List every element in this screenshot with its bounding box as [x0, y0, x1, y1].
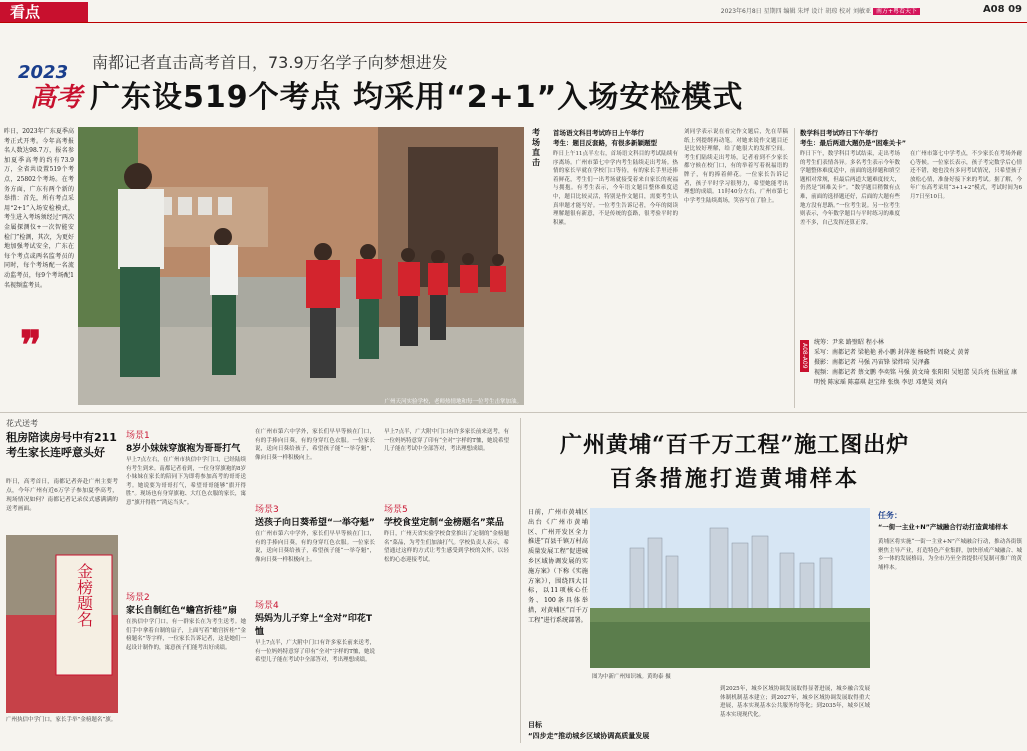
credits-block [814, 338, 1022, 388]
credits-line: 摄影：南都记者 马强 冯宙锋 梁炜培 吴泽鑫 [814, 359, 930, 366]
huangpu-lede: 日前，广州市黄埔区出台《广州市黄埔区、广州开发区全力推进“百县千镇万村高质量发展工程”促进城乡区域协调发展的实施方案》（下称《实施方案》），围绕四大目标，以11项核心任务、100条具体举措，对黄埔区“百千万工程”进行系统部署。 [528, 509, 588, 624]
right-task-block [878, 510, 1022, 728]
scene-body: 早上7点半，广大附中门口有许多家长前来送考，有一位妈妈特意穿了印有“全对”字样的T恤，她说希望儿子能在考试中全部答对，考出理想成绩。 [255, 640, 375, 664]
left-kicker: 花式送考 [6, 419, 38, 428]
left-photo-caption: 广州执信中学门口，家长手举“金榜题名”旗。 [6, 717, 117, 723]
main-lede: 昨日，2023年广东夏季高考正式开考。今年高考报名人数达98.7万，报名参加夏季高考的约有73.9万，全省共设置519个考点，25802个考场。在考务方面，广东有两个新的举措：首先，所有考点采用“2+1”入场安检模式，考生进入考场须经过“两次金属探测仪+一次智能安检门”检测，其次，为更好地加强考试安全，广东在每个考点或两名监考员的同时，每个考场配一名流动监考员，每9个考场配1名视频监考员。 [4, 128, 74, 289]
target-label: 目标 [528, 721, 542, 729]
scene-body: 在广州市第六中学外，家长们早早等候在门口，有的手捧向日葵，有的身穿红色衣服。一位家长说，送向日葵给孩子，希望孩子能“一举夺魁”，像向日葵一样积极向上。 [255, 531, 375, 563]
scene-title: 送孩子向日葵希望“一举夺魁” [255, 518, 375, 528]
main-headline: 广东设519个考点 均采用“2+1”入场安检模式 [90, 80, 744, 115]
credits-line: 统筹：尹来 路璧昭 程小林 [814, 339, 884, 346]
col1-body: 昨日上午11点半左右，首场语文科目的考试陆续有序离场。广州市第七中学内考生陆续走出考场。热情的家长早就在学校门口等待，有的家长手里还捧着鲜花，考生们一出考场就接受着来自家长的祝福与拥抱。有考生表示，今年语文题目整体难度适中，题目比较灵活，特别是作文题目，需要考生认真审题才能写好。一位考生告诉记者，今年的阅读理解题很有新意，不是传统的套路，很考验平时的积累。 [553, 151, 678, 226]
task-subhead: “一街一主业+N”产城融合行动打造黄埔样本 [878, 523, 1008, 531]
gaokao-logo-icon [16, 58, 88, 112]
scene-4 [255, 598, 375, 751]
target-subhead: “四步走”推动城乡区域协调高质量发展 [528, 732, 650, 740]
scene-3-continued: 早上7点半，广大附中门口有许多家长前来送考，有一位妈妈特意穿了印有“全对”字样的T恤，她说希望儿子能在考试中全部答对，考出理想成绩。 [384, 429, 509, 453]
scene-title: 8岁小妹妹穿旗袍为哥哥打气 [126, 444, 241, 454]
scene-title: 家长自制红色“蟾宫折桂”扇 [126, 606, 237, 616]
scene-body: 在执信中学门口，有一群家长在为考生送考。她们手中拿着自制的扇子，上面写着“蟾宫折桂”“金榜题名”等字样，一位家长告诉记者，这是她们一起设计制作的，寓意孩子们能考出好成绩。 [126, 619, 246, 651]
col3-body: 昨日下午，数学科目考试结束，走出考场的考生们表情各异。多名考生表示今年数学题整体难度适中，前面的选择题和填空题相对常规，但最后两道大题难度较大，仍然是“困难关卡”。“数学题目稍微有点难，前面的选择题还好，后面的大题有些地方没有思路。”一位考生说。另一位考生则表示，今年数学题目与平时练习的难度差不多，自己发挥还算正常。 [800, 151, 900, 226]
logo-word: 高考 [30, 83, 83, 112]
col2-body: 刘同学表示说在看完作文题后，先在草稿纸上列提纲再动笔。对她来说作文题目还是比较好理解，给了她很大的发挥空间。考生们陆续走出考场，记者看到不少家长都守候在校门口，有的举着写着祝福语的牌子，有的捧着鲜花。一位家长告诉记者，孩子平时学习很努力，希望她能考出理想的成绩。11时40分左右，广州市第七中学考生陆续离场，笑容写在了脸上。 [684, 129, 788, 204]
target-heading [528, 712, 708, 741]
col4-body: 在广州市第七中学考点，不少家长在考场外耐心等候。一位家长表示，孩子考完数学后心情还不错，她也没有多问考试情况，只希望孩子放松心情，准备好接下来的考试。据了解，今年广东高考采用“3+1+2”模式，考试时间为6月7日至10日。 [910, 151, 1022, 200]
scene-3 [255, 502, 375, 610]
gaokao-logo [16, 58, 88, 112]
scene-number: 场景5 [384, 505, 408, 515]
scene-body: 昨日，广州天省实验学校食堂推出了定制的“金榜题名”菜品，为考生们加油打气。学校负责人表示，希望通过这样的方式让考生感受到学校的关怀，以轻松的心态迎接考试。 [384, 531, 509, 563]
task-label: 任务： [878, 511, 902, 520]
city-photo-illustration [590, 508, 870, 668]
column-divider [794, 128, 795, 408]
main-photo [78, 127, 524, 405]
column-divider [520, 418, 521, 743]
credits-line: 采写：南都记者 梁艳艳 孙小鹏 封萍莲 杨晓哲 周晓丈 黄菁 [814, 349, 970, 356]
pink-label: 南方+粤看天下 [873, 8, 920, 15]
huangpu-body-2: 黄埔区将实施“一街一主业+N”产城融合行动，推动各街镇聚焦主导产业，打造特色产业集群，加快形成产城融合、城乡一体的发展格局，为全市乃至全省提供可复制可推广的黄埔样本。 [878, 539, 1022, 571]
flag-text: 金榜题名 [74, 563, 94, 627]
huangpu-photo [590, 508, 870, 668]
section-divider [0, 412, 1027, 413]
huangpu-headline-2: 百条措施打造黄埔样本 [610, 466, 861, 492]
students-photo-illustration [78, 127, 524, 405]
logo-year: 2023 [18, 62, 69, 83]
credits-line: 视频：南都记者 蔡文鹏 李奕铭 马强 黄文琦 张阳阳 吴旭蕾 吴兵亮 伍娟宣 康明悦 陈家瑶 陈嘉琪 赵宝烽 张焕 李思 邓楚昊 刘向 [814, 369, 1018, 386]
left-lede: 昨日，高考首日，南都记者奔赴广州主要考点，今年广州有近6万学子参加夏季高考，现场情况如何？南都记者记录仪式感满满的送考画面。 [6, 479, 118, 512]
scene-number: 场景2 [126, 593, 150, 603]
scene-0-continued: 在广州市第六中学外，家长们早早等候在门口，有的手捧向日葵，有的身穿红色衣服。一位家长说，送向日葵给孩子，希望孩子能“一举夺魁”，像向日葵一样积极向上。 [255, 429, 375, 461]
section-tag: 看点 [0, 2, 88, 22]
scene-body: 早上7点左右，在广州市执信中学门口，已经陆续有考生到来。南都记者看到，一位身穿旗袍的8岁小妹妹在家长的陪同下为即将参加高考的哥哥送考。她说要为哥哥打气，希望哥哥能够“旗开得胜”。现场也有身穿旗袍、大红色衣服的家长，寓意“旗开得胜”“鸿运当头”。 [126, 457, 246, 506]
main-kicker: 南都记者直击高考首日，73.9万名学子向梦想进发 [92, 53, 448, 72]
scene-5 [384, 502, 509, 720]
left-headline: 租房陪读房号中有211 考生家长连呼意头好 [6, 431, 117, 459]
scene-2 [126, 590, 246, 730]
huangpu-photo-caption: 图为中新广州知识城。黄昀泰 摄 [592, 674, 671, 680]
scene-title: 学校食堂定制“金榜题名”菜品 [384, 518, 504, 528]
left-photo [6, 535, 118, 713]
main-photo-caption: 广州天河实验学校，老师热情地和每一位考生击掌加油。 [384, 399, 522, 405]
dateline: 2023年6月8日 星期四 编辑 朱坪 设计 胡琼 校对 刘敏亚 南方+粤看天下 [585, 6, 920, 15]
flag-photo-illustration [6, 535, 118, 713]
scene-number: 场景4 [255, 601, 279, 611]
col1-subhead: 首场语文科目考试昨日上午举行 考生：题目反套路，有很多新颖题型 [553, 129, 657, 147]
exam-section-label: 考场直击 [532, 128, 540, 167]
scene-1 [126, 428, 246, 568]
col3-subhead: 数学科目考试昨日下午举行 考生：最后两道大题仍是“困难关卡” [800, 129, 907, 147]
scene-number: 场景3 [255, 505, 279, 515]
quote-mark-icon: ❞ [20, 322, 42, 369]
huangpu-headline-1: 广州黄埔“百千万工程”施工图出炉 [560, 432, 910, 458]
page-range-tag: A08-A09 [800, 340, 809, 372]
huangpu-body-1: 到2025年，城乡区域协调发展取得显著进展，城乡融合发展体制机制基本建立；到2027年，城乡区域协调发展取得重大进展，基本实现基本公共服务均等化；到2035年，城乡区域基本实现现代化。 [720, 686, 870, 718]
edition-number: A08 09 [982, 4, 1022, 15]
scene-number: 场景1 [126, 431, 150, 441]
scene-title: 妈妈为儿子穿上“全对”印花T恤 [255, 614, 372, 637]
